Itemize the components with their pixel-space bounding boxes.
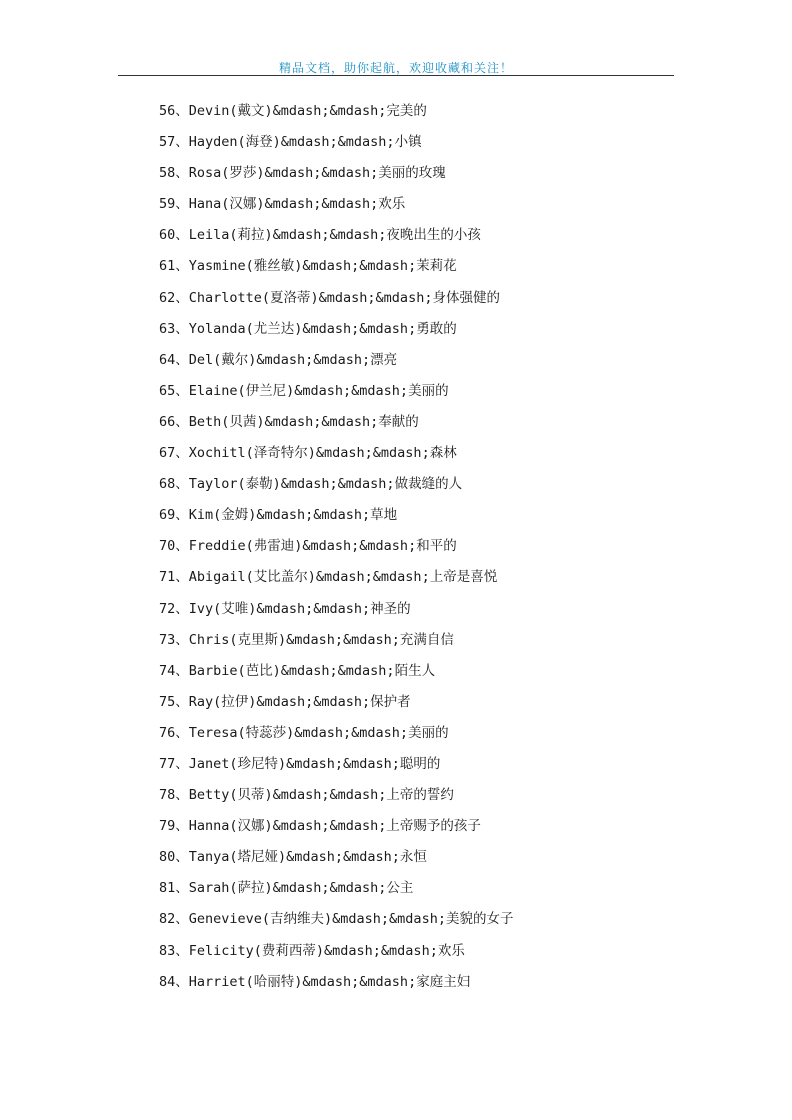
list-item: 73、Chris(克里斯)&mdash;&mdash;充满自信 [159,631,454,648]
list-item: 77、Janet(珍尼特)&mdash;&mdash;聪明的 [159,755,441,772]
list-item: 58、Rosa(罗莎)&mdash;&mdash;美丽的玫瑰 [159,165,446,182]
list-item: 66、Beth(贝茜)&mdash;&mdash;奉献的 [159,413,419,430]
list-item: 67、Xochitl(泽奇特尔)&mdash;&mdash;森林 [159,445,457,462]
list-item: 76、Teresa(特蕊莎)&mdash;&mdash;美丽的 [159,724,449,741]
list-item: 82、Genevieve(吉纳维夫)&mdash;&mdash;美貌的女子 [159,911,514,928]
list-item: 74、Barbie(芭比)&mdash;&mdash;陌生人 [159,662,436,679]
list-item: 78、Betty(贝蒂)&mdash;&mdash;上帝的誓约 [159,787,454,804]
list-item: 81、Sarah(萨拉)&mdash;&mdash;公主 [159,880,414,897]
list-item: 71、Abigail(艾比盖尔)&mdash;&mdash;上帝是喜悦 [159,569,498,586]
list-item: 62、Charlotte(夏洛蒂)&mdash;&mdash;身体强健的 [159,289,500,306]
name-list [159,99,513,1001]
list-item: 64、Del(戴尔)&mdash;&mdash;漂亮 [159,351,398,368]
list-item: 61、Yasmine(雅丝敏)&mdash;&mdash;茉莉花 [159,258,457,275]
list-item: 83、Felicity(费莉西蒂)&mdash;&mdash;欢乐 [159,942,465,959]
list-item: 75、Ray(拉伊)&mdash;&mdash;保护者 [159,693,411,710]
list-item: 72、Ivy(艾唯)&mdash;&mdash;神圣的 [159,600,411,617]
list-item: 59、Hana(汉娜)&mdash;&mdash;欢乐 [159,196,406,213]
list-item: 70、Freddie(弗雷迪)&mdash;&mdash;和平的 [159,538,457,555]
list-item: 65、Elaine(伊兰尼)&mdash;&mdash;美丽的 [159,382,449,399]
header-divider [118,75,674,76]
page-header [118,57,674,77]
list-item: 57、Hayden(海登)&mdash;&mdash;小镇 [159,134,422,151]
list-item: 56、Devin(戴文)&mdash;&mdash;完美的 [159,103,427,119]
header-text: 精品文档，助你起航，欢迎收藏和关注！ [278,61,513,75]
list-item: 84、Harriet(哈丽特)&mdash;&mdash;家庭主妇 [159,973,471,990]
list-item: 69、Kim(金姆)&mdash;&mdash;草地 [159,507,398,524]
list-item: 79、Hanna(汉娜)&mdash;&mdash;上帝赐予的孩子 [159,818,481,835]
list-item: 68、Taylor(泰勒)&mdash;&mdash;做裁缝的人 [159,476,463,493]
list-item: 80、Tanya(塔尼娅)&mdash;&mdash;永恒 [159,849,427,866]
list-item: 63、Yolanda(尤兰达)&mdash;&mdash;勇敢的 [159,320,457,337]
list-item: 60、Leila(莉拉)&mdash;&mdash;夜晚出生的小孩 [159,227,481,244]
